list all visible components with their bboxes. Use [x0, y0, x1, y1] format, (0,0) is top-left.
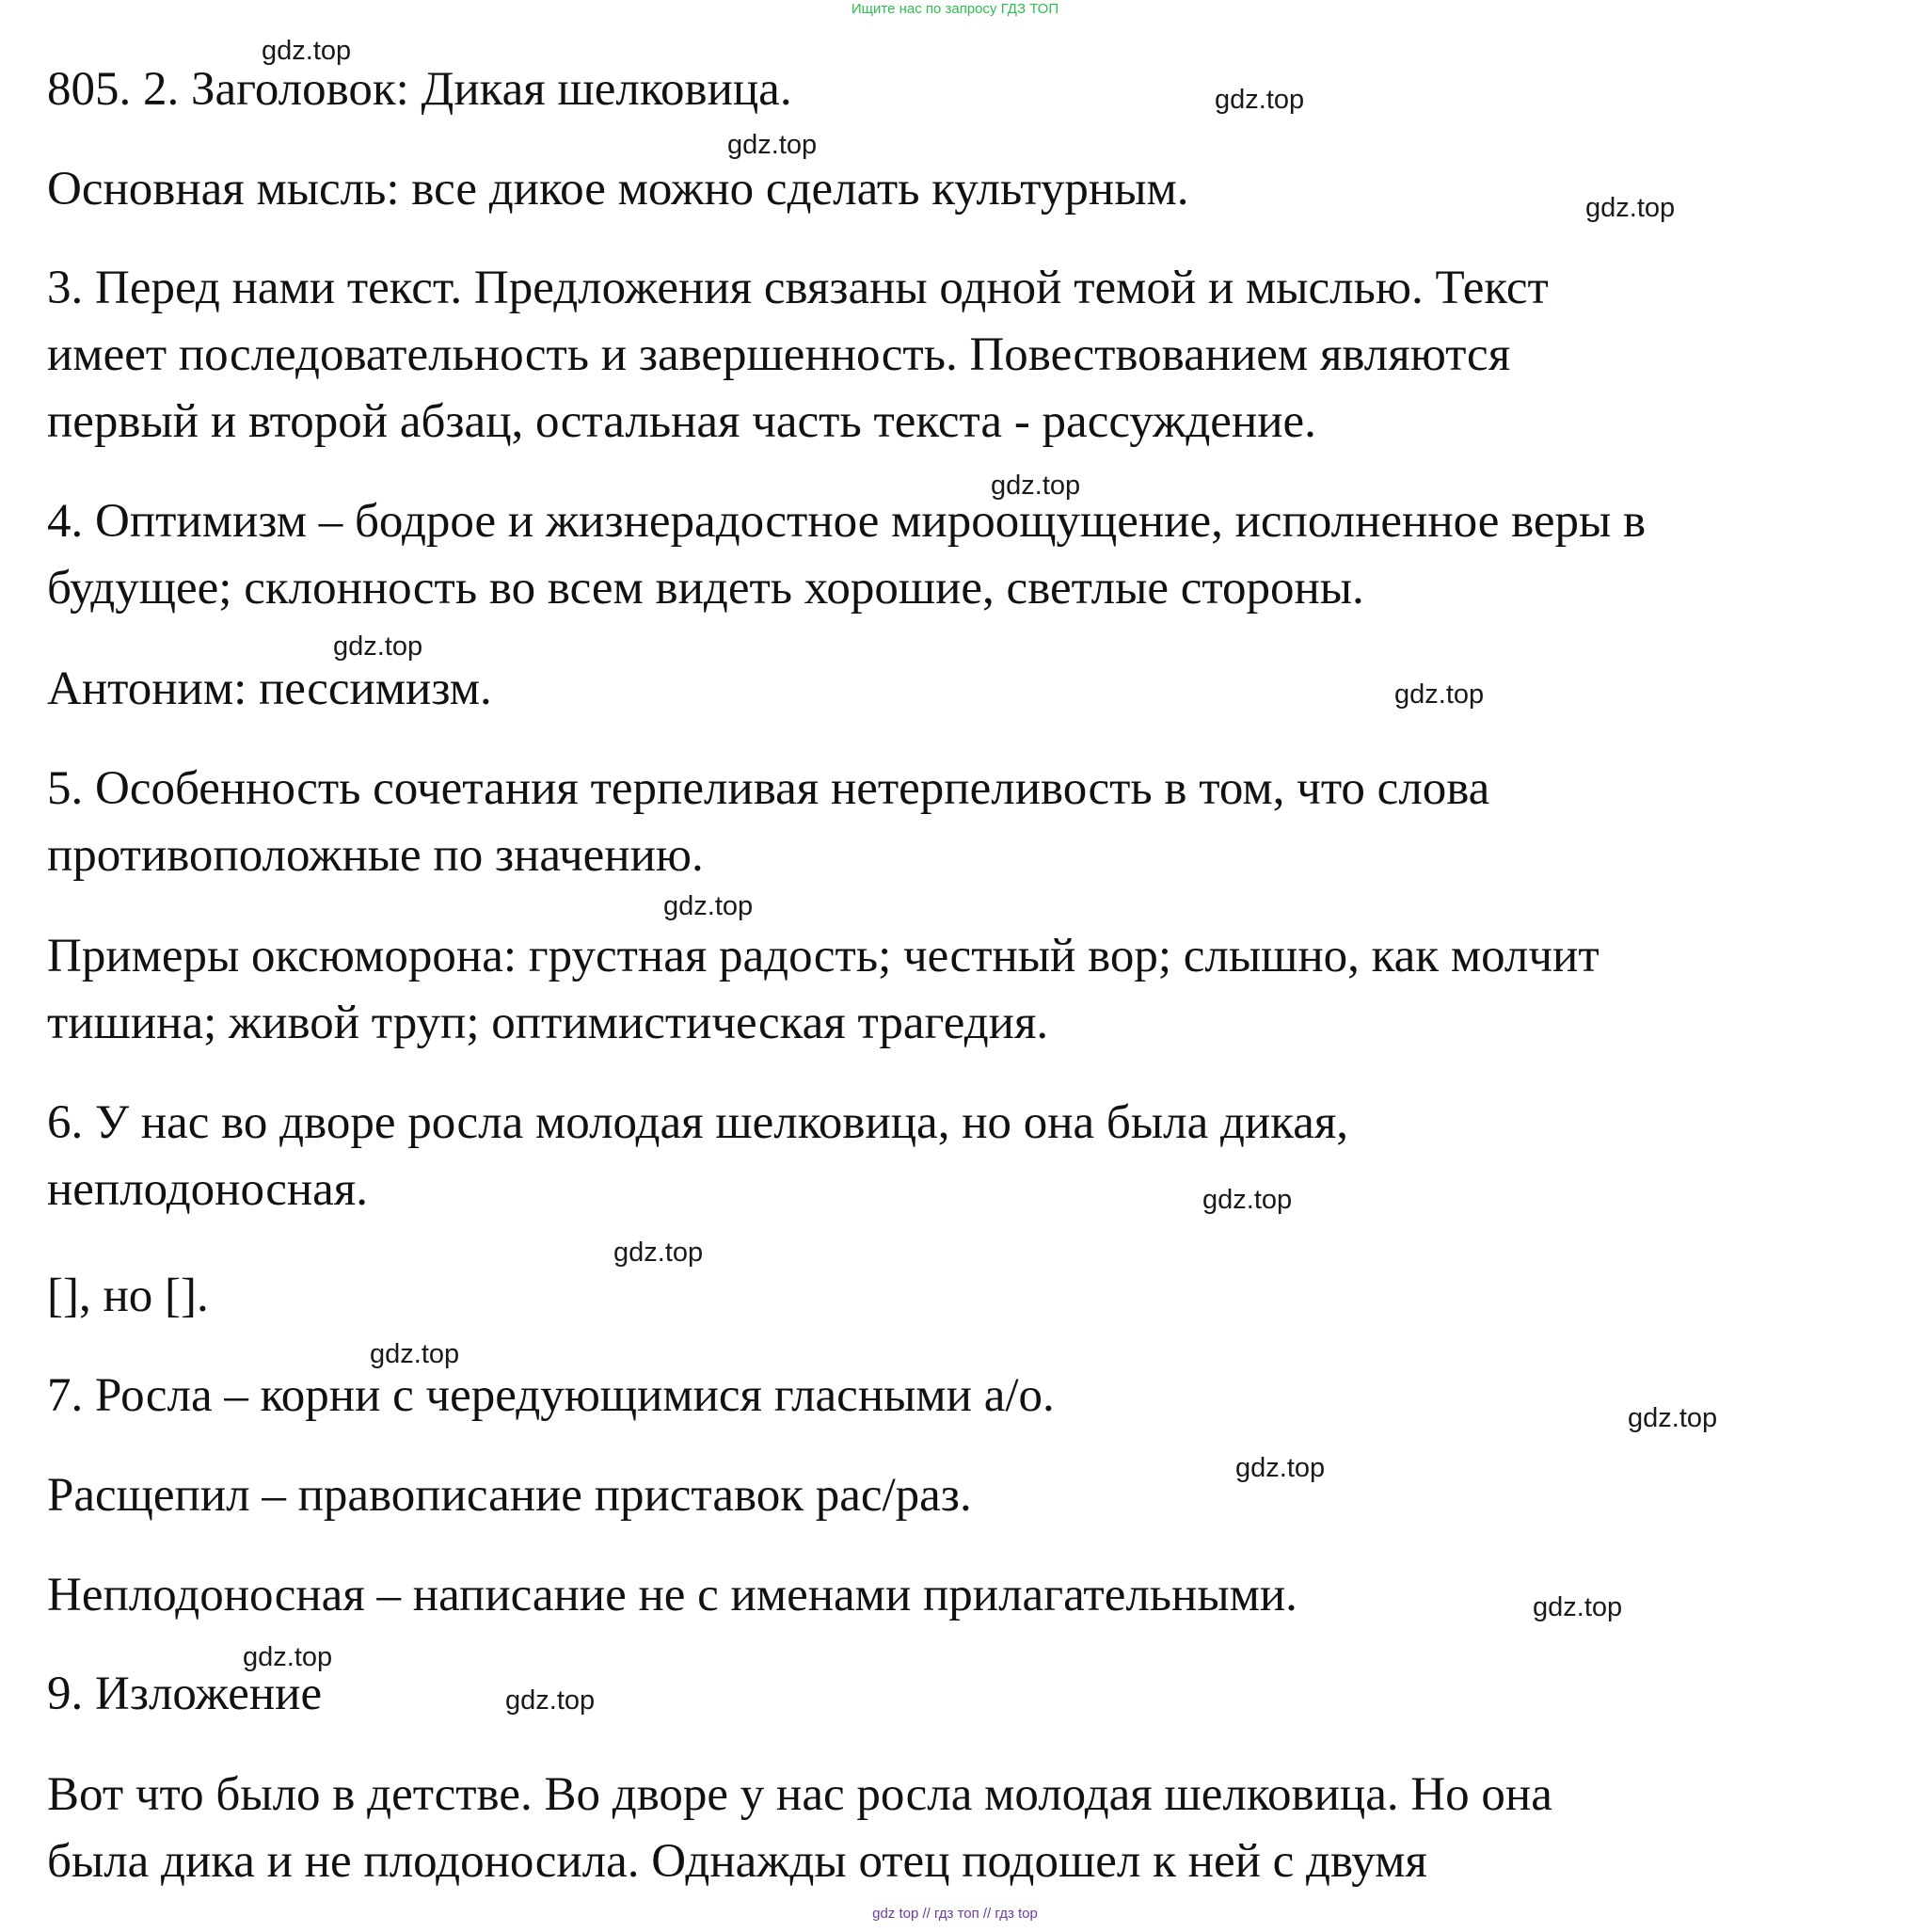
watermark: gdz.top	[613, 1237, 704, 1268]
watermark: gdz.top	[505, 1685, 596, 1716]
text-line-story-a: Вот что было в детстве. Во дворе у нас росла молодая шелковица. Но она	[47, 1768, 1552, 1821]
text-line-3b: имеет последовательность и завершенность. Повествованием являются	[47, 328, 1511, 381]
text-line-4b: будущее; склонность во всем видеть хорошие, светлые стороны.	[47, 562, 1364, 615]
watermark: gdz.top	[370, 1339, 460, 1369]
text-line-scheme: [], но [].	[47, 1269, 209, 1322]
text-line-adjective: Неплодоносная – написание не с именами прилагательными.	[47, 1569, 1297, 1621]
text-line-main-idea: Основная мысль: все дикое можно сделать культурным.	[47, 163, 1189, 216]
watermark: gdz.top	[243, 1642, 333, 1672]
search-hint-banner[interactable]: Ищите нас по запросу ГДЗ ТОП	[851, 1, 1059, 17]
text-line-9: 9. Изложение	[47, 1668, 323, 1720]
watermark: gdz.top	[1585, 193, 1676, 223]
text-line-oxymoron-b: тишина; живой труп; оптимистическая трагедия.	[47, 997, 1049, 1049]
text-line-6a: 6. У нас во дворе росла молодая шелковица, но она была дикая,	[47, 1096, 1349, 1149]
watermark: gdz.top	[663, 891, 754, 921]
watermark: gdz.top	[991, 471, 1081, 501]
text-line-story-b: была дика и не плодоносила. Однажды отец подошел к ней с двумя	[47, 1835, 1427, 1888]
text-line-oxymoron-a: Примеры оксюморона: грустная радость; честный вор; слышно, как молчит	[47, 930, 1600, 982]
text-line-title: 805. 2. Заголовок: Дикая шелковица.	[47, 63, 792, 116]
text-line-5a: 5. Особенность сочетания терпеливая нетерпеливость в том, что слова	[47, 762, 1490, 815]
text-line-prefix: Расщепил – правописание приставок рас/раз.	[47, 1469, 972, 1522]
watermark: gdz.top	[1628, 1403, 1718, 1433]
watermark: gdz.top	[1533, 1592, 1623, 1622]
watermark: gdz.top	[1202, 1185, 1293, 1215]
watermark: gdz.top	[1215, 85, 1305, 115]
footer-watermark: gdz top // гдз топ // гдз top	[872, 1906, 1038, 1922]
watermark: gdz.top	[727, 130, 818, 160]
text-line-4a: 4. Оптимизм – бодрое и жизнерадостное мироощущение, исполненное веры в	[47, 495, 1647, 548]
text-line-3a: 3. Перед нами текст. Предложения связаны одной темой и мыслью. Текст	[47, 262, 1549, 314]
text-line-5b: противоположные по значению.	[47, 829, 704, 882]
watermark: gdz.top	[1394, 679, 1485, 710]
text-line-6b: неплодоносная.	[47, 1163, 368, 1216]
watermark: gdz.top	[1235, 1453, 1326, 1483]
text-line-7: 7. Росла – корни с чередующимися гласными а/о.	[47, 1369, 1055, 1422]
watermark: gdz.top	[333, 631, 423, 662]
text-line-antonym: Антоним: пессимизм.	[47, 663, 492, 715]
text-line-3c: первый и второй абзац, остальная часть текста - рассуждение.	[47, 395, 1316, 448]
watermark: gdz.top	[262, 36, 352, 66]
